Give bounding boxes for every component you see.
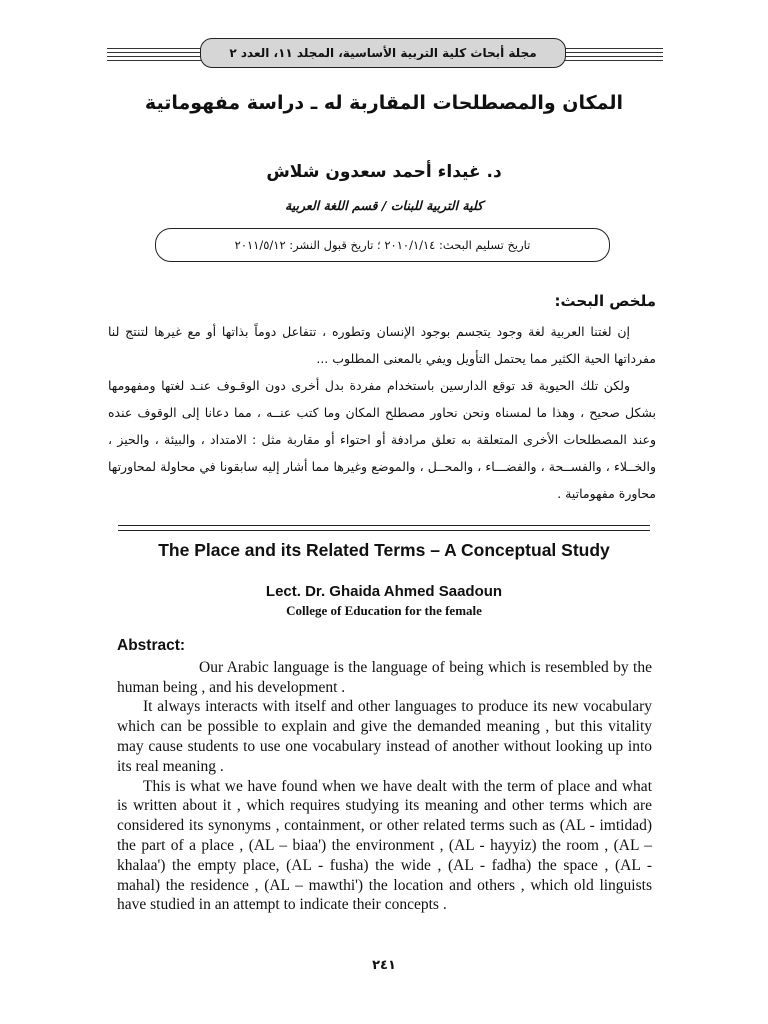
- section-divider: [118, 525, 650, 526]
- author-english: Lect. Dr. Ghaida Ahmed Saadoun: [265, 583, 503, 600]
- section-divider: [118, 530, 650, 531]
- abstract-arabic-paragraph: إن لغتنا العربية لغة وجود يتجسم بوجود الإنسان وتطوره ، تتفاعل دوماً بذاتها أو مع غيرها لتنتج لنا مفرداتها الحية الكثير مما يحتمل التأويل ويفي بالمعنى المطلوب ...: [108, 324, 656, 366]
- title-arabic: المكان والمصطلحات المقاربة له ـ دراسة مفهوماتية: [144, 92, 624, 114]
- abstract-english-paragraph: This is what we have found when we have dealt with the term of place and what is written about it , which requires studying its meaning and other terms which are considered its synonyms , containment, or other related terms such as (AL - imtidad) the part of a place , (AL – biaa') the environment , (AL - hayyiz) the room , (AL – khalaa') the empty place, (AL - fusha) the wide , (AL - fadha) the space , (AL - mahal) the residence , (AL – mawthi') the location and others , which old linguists have studied in an attempt to indicate their concepts .: [117, 777, 652, 914]
- abstract-arabic-paragraph: ولكن تلك الحيوية قد توقع الدارسين باستخدام مفردة بدل أخرى دون الوقـوف عنـد لغتها ومفهومها بشكل صحيح ، وهذا ما لمسناه ونحن نحاور مصطلح المكان وما كتب عنــه ، مما دعانا إلى الوقوف عنده وعند المصطلحات الأخرى المتعلقة به تعلق مرادفة أو احتواء أو مقاربة مثل : الامتداد ، والبيئة ، والحيز ، والخــلاء ، والفســحة ، والفضـــاء ، والمحــل ، والموضع وغيرها مما أشار إليه سابقونا في محاولة لمحاورتها محاورة مفهوماتية .: [108, 378, 656, 501]
- page-number: ٢٤١: [372, 958, 396, 973]
- submission-dates: تاريخ تسليم البحث: ٢٠١٠/١/١٤ ؛ تاريخ قبول النشر: ٢٠١١/٥/١٢: [155, 228, 610, 262]
- journal-header: [0, 38, 768, 74]
- abstract-english-paragraph: Our Arabic language is the language of being which is resembled by the human being , and his development .: [117, 658, 652, 696]
- abstract-english-heading: Abstract:: [117, 637, 186, 654]
- affiliation-arabic: كلية التربية للبنات / قسم اللغة العربية: [285, 198, 483, 213]
- affiliation-english: College of Education for the female: [286, 603, 482, 618]
- abstract-arabic: [108, 292, 656, 507]
- abstract-arabic-heading: ملخص البحث:: [554, 292, 656, 310]
- author-arabic: د. غيداء أحمد سعدون شلاش: [266, 162, 502, 182]
- title-english: The Place and its Related Terms – A Conceptual Study: [158, 540, 610, 560]
- abstract-english: [117, 636, 652, 915]
- abstract-english-paragraph: It always interacts with itself and other languages to produce its new vocabulary which can be possible to explain and give the demanded meaning , but this vitality may cause students to use one vocabulary instead of another without looking up into its real meaning .: [117, 698, 652, 775]
- journal-name: مجلة أبحاث كلية التربية الأساسية، المجلد ١١، العدد ٢: [200, 38, 566, 68]
